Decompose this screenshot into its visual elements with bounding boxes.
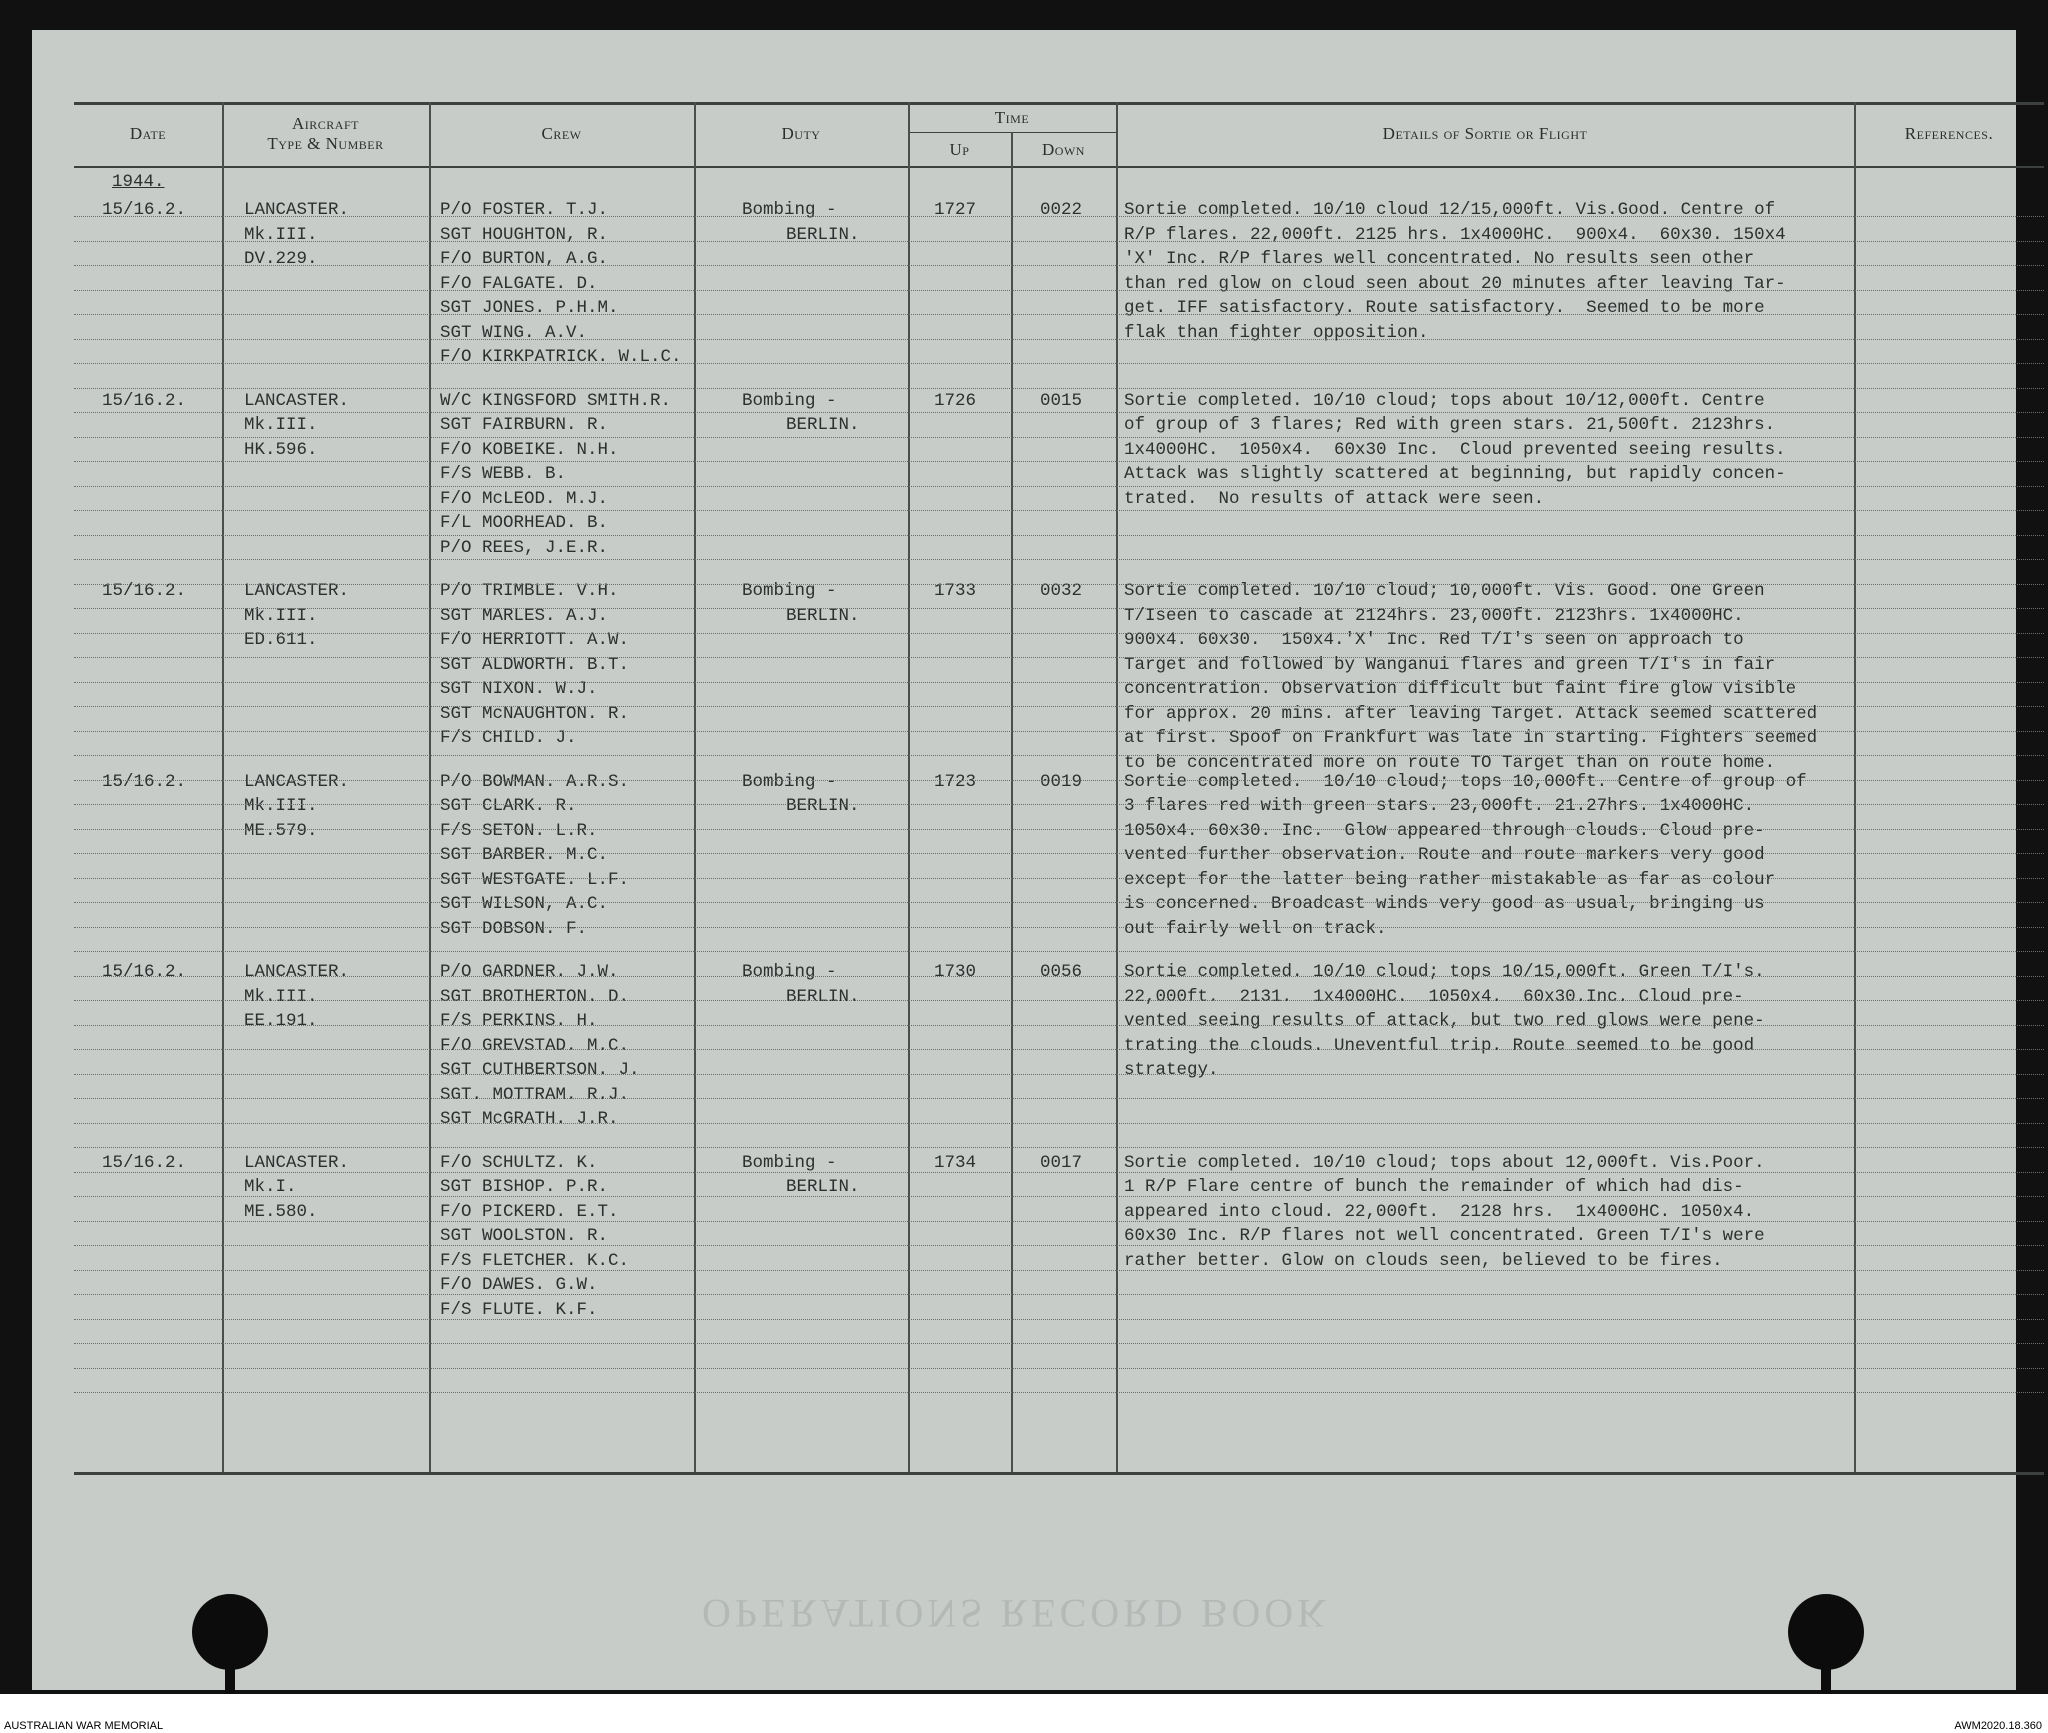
aircraft-line: Mk.I. [244, 1177, 297, 1197]
ruled-line [74, 853, 2044, 854]
crew-member: F/O DAWES. G.W. [440, 1275, 598, 1295]
ruled-line [74, 1123, 2044, 1124]
aircraft-line-block [244, 1151, 349, 1225]
ruled-line [74, 1368, 2044, 1369]
ruled-line [74, 339, 2044, 340]
entry-date: 15/16.2. [102, 1152, 187, 1173]
detail-line: rather better. Glow on clouds seen, believed to be fires. [1124, 1250, 1723, 1271]
ruled-line [74, 1172, 2044, 1173]
detail-line: 1 R/P Flare centre of bunch the remainder of which had dis- [1124, 1177, 1744, 1197]
footer-left-text: AUSTRALIAN WAR MEMORIAL [4, 1720, 164, 1732]
duty-line: Bombing - [742, 962, 837, 982]
detail-line: get. IFF satisfactory. Route satisfactory. Seemed to be more [1124, 298, 1765, 318]
detail-line: Target and followed by Wanganui flares and green T/I's in fair [1124, 654, 1776, 675]
crew-member: F/S PERKINS. H. [440, 1011, 598, 1031]
ruled-line [74, 804, 2044, 805]
ruled-line [74, 584, 2044, 585]
crew-member: P/O FOSTER. T.J. [440, 200, 609, 220]
aircraft-line: Mk.III. [244, 796, 318, 816]
ruled-line [74, 706, 2044, 707]
detail-line: flak than fighter opposition. [1124, 322, 1429, 343]
detail-line: 'X' Inc. R/P flares well concentrated. No results seen other [1124, 249, 1755, 269]
aircraft-line: ME.579. [244, 820, 318, 841]
entry-date: 15/16.2. [102, 581, 187, 601]
detail-line: vented seeing results of attack, but two red glows were pene- [1124, 1011, 1765, 1031]
ruled-line [74, 461, 2044, 462]
crew-member: SGT ALDWORTH. B.T. [440, 654, 630, 675]
detail-line: concentration. Observation difficult but faint fire glow visible [1124, 679, 1797, 699]
crew-member: SGT FAIRBURN. R. [440, 415, 609, 435]
ruled-line [74, 1392, 2044, 1393]
time-up: 1733 [934, 581, 977, 601]
ruled-line [74, 535, 2044, 536]
ruled-line [74, 633, 2044, 634]
detail-line: Sortie completed. 10/10 cloud; tops 10,000ft. Centre of group of [1124, 771, 1807, 792]
header-down: Down [1042, 140, 1085, 159]
detail-line: trated. No results of attack were seen. [1124, 488, 1545, 509]
ruled-line [74, 265, 2044, 266]
detail-line: than red glow on cloud seen about 20 minutes after leaving Tar- [1124, 273, 1786, 294]
detail-line: of group of 3 flares; Red with green stars. 21,500ft. 2123hrs. [1124, 415, 1776, 435]
crew-member: F/O KOBEIKE. N.H. [440, 439, 619, 460]
entry-date: 15/16.2. [102, 390, 187, 411]
duty-line: BERLIN. [786, 986, 860, 1007]
time-down: 0015 [1040, 390, 1083, 411]
aircraft-line: Mk.III. [244, 986, 318, 1007]
ledger-table [74, 102, 2044, 1472]
detail-line: 60x30 Inc. R/P flares not well concentrated. Green T/I's were [1124, 1226, 1765, 1246]
crew-member-block [440, 960, 640, 1132]
crew-member: SGT WING. A.V. [440, 322, 588, 343]
aircraft-line: LANCASTER. [244, 1152, 350, 1173]
duty-line: Bombing - [742, 200, 837, 220]
time-up: 1723 [934, 771, 977, 792]
duty-line: BERLIN. [786, 224, 860, 245]
crew-member: SGT BARBER. M.C. [440, 845, 609, 865]
ruled-line [74, 1147, 2044, 1148]
header-date: Date [129, 124, 167, 143]
aircraft-line: ED.611. [244, 630, 318, 650]
crew-member: F/O PICKERD. E.T. [440, 1201, 619, 1222]
detail-line: T/Iseen to cascade at 2124hrs. 23,000ft. 2123hrs. 1x4000HC. [1124, 605, 1744, 626]
detail-line: strategy. [1124, 1060, 1219, 1080]
binder-hole-left [192, 1594, 268, 1670]
duty-line: Bombing - [742, 1152, 837, 1173]
detail-line: Attack was slightly scattered at beginning, but rapidly concen- [1124, 464, 1786, 484]
ruled-line [74, 486, 2044, 487]
duty-line: Bombing - [742, 390, 837, 411]
detail-line: for approx. 20 mins. after leaving Target. Attack seemed scattered [1124, 703, 1818, 724]
duty-line: BERLIN. [786, 796, 860, 816]
ruled-line [74, 682, 2044, 683]
ruled-line [74, 608, 2044, 609]
duty-line: BERLIN. [786, 415, 860, 435]
ruled-line [74, 216, 2044, 217]
ruled-line [74, 1000, 2044, 1001]
ruled-line [74, 1319, 2044, 1320]
duty-line-block [742, 389, 860, 438]
crew-member-block [440, 1151, 629, 1323]
duty-line-block [742, 960, 860, 1009]
crew-member: SGT BISHOP. P.R. [440, 1177, 609, 1197]
crew-member: F/S CHILD. J. [440, 728, 577, 748]
header-up: Up [949, 140, 970, 159]
detail-line: 1050x4. 60x30. Inc. Glow appeared through clouds. Cloud pre- [1124, 820, 1765, 841]
crew-member: F/O GREVSTAD. M.C. [440, 1035, 630, 1056]
crew-member: SGT McGRATH. J.R. [440, 1109, 619, 1129]
crew-member: SGT JONES. P.H.M. [440, 298, 619, 318]
ruled-line [74, 927, 2044, 928]
crew-member: SGT WESTGATE. L.F. [440, 869, 630, 890]
header-details: Details of Sortie or Flight [1382, 124, 1588, 143]
entry-date: 15/16.2. [102, 771, 187, 792]
detail-line: out fairly well on track. [1124, 918, 1387, 939]
duty-line: BERLIN. [786, 605, 860, 626]
ruled-line [74, 388, 2044, 389]
crew-member-block [440, 770, 629, 942]
detail-line: Sortie completed. 10/10 cloud; 10,000ft. Vis. Good. One Green [1124, 581, 1765, 601]
detail-line: is concerned. Broadcast winds very good as usual, bringing us [1124, 894, 1765, 914]
header-duty: Duty [781, 124, 821, 143]
detail-line: 900x4. 60x30. 150x4.'X' Inc. Red T/I's seen on approach to [1124, 630, 1744, 650]
crew-member: SGT CLARK. R. [440, 796, 577, 816]
ruled-line [74, 1245, 2044, 1246]
detail-line: 1x4000HC. 1050x4. 60x30 Inc. Cloud prevented seeing results. [1124, 439, 1786, 460]
crew-member: F/O SCHULTZ. K. [440, 1152, 598, 1173]
footer-bar [0, 1694, 2048, 1733]
binder-hole-right [1788, 1594, 1864, 1670]
ruled-line [74, 829, 2044, 830]
ruled-line [74, 314, 2044, 315]
aircraft-line: Mk.III. [244, 415, 318, 435]
detail-line: Sortie completed. 10/10 cloud; tops about 10/12,000ft. Centre [1124, 390, 1765, 411]
crew-member: F/O KIRKPATRICK. W.L.C. [440, 347, 682, 367]
detail-line-block [1124, 389, 1786, 512]
ruled-line [74, 437, 2044, 438]
detail-line: 3 flares red with green stars. 23,000ft. 21.27hrs. 1x4000HC. [1124, 796, 1755, 816]
ruled-line [74, 878, 2044, 879]
ruled-line [74, 412, 2044, 413]
ruled-line [74, 657, 2044, 658]
crew-member: P/O TRIMBLE. V.H. [440, 581, 619, 601]
ruled-line [74, 1196, 2044, 1197]
time-up: 1727 [934, 200, 977, 220]
crew-member: W/C KINGSFORD SMITH.R. [440, 390, 672, 411]
time-down: 0019 [1040, 771, 1083, 792]
crew-member: F/S FLUTE. K.F. [440, 1299, 598, 1320]
detail-line: vented further observation. Route and route markers very good [1124, 845, 1765, 865]
crew-member: SGT. MOTTRAM. R.J. [440, 1084, 630, 1105]
ruled-line [74, 363, 2044, 364]
time-down: 0022 [1040, 200, 1083, 220]
crew-member: SGT NIXON. W.J. [440, 679, 598, 699]
aircraft-line: EE.191. [244, 1011, 318, 1031]
aircraft-line: LANCASTER. [244, 581, 350, 601]
aircraft-line: HK.596. [244, 439, 318, 460]
aircraft-line-block [244, 198, 349, 272]
detail-line-block [1124, 1151, 1765, 1274]
detail-line: R/P flares. 22,000ft. 2125 hrs. 1x4000HC. 900x4. 60x30. 150x4 [1124, 224, 1786, 245]
header-references: References. [1904, 124, 1994, 143]
time-down: 0032 [1040, 581, 1083, 601]
crew-member-block [440, 198, 682, 370]
crew-member: P/O REES, J.E.R. [440, 537, 609, 558]
time-up: 1734 [934, 1152, 977, 1173]
aircraft-line-block [244, 579, 349, 653]
duty-line-block [742, 1151, 860, 1200]
ruled-line [74, 755, 2044, 756]
header-aircraft: Aircraft [292, 114, 359, 133]
duty-line: BERLIN. [786, 1177, 860, 1197]
detail-line: to be concentrated more on route TO Target than on route home. [1124, 752, 1776, 773]
ruled-line [74, 559, 2044, 560]
crew-member: P/O BOWMAN. A.R.S. [440, 771, 630, 792]
detail-line: 22,000ft. 2131. 1x4000HC. 1050x4. 60x30.Inc. Cloud pre- [1124, 986, 1744, 1007]
crew-member: SGT BROTHERTON. D. [440, 986, 630, 1007]
detail-line: Sortie completed. 10/10 cloud; tops 10/15,000ft. Green T/I's. [1124, 962, 1765, 982]
ruled-line [74, 1343, 2044, 1344]
ruled-line [74, 1221, 2044, 1222]
crew-member: SGT MARLES. A.J. [440, 605, 609, 626]
year-label: 1944. [112, 172, 165, 192]
document-page [32, 30, 2016, 1690]
crew-member: SGT HOUGHTON, R. [440, 224, 609, 245]
header-crew: Crew [541, 124, 582, 143]
detail-line-block [1124, 198, 1786, 345]
crew-member-block [440, 579, 629, 751]
crew-member: P/O GARDNER. J.W. [440, 962, 619, 982]
ruled-line [74, 902, 2044, 903]
crew-member: F/S WEBB. B. [440, 464, 567, 484]
crew-member: SGT WOOLSTON. R. [440, 1226, 609, 1246]
time-up: 1730 [934, 962, 977, 982]
ruled-line [74, 1074, 2044, 1075]
ruled-line [74, 1025, 2044, 1026]
detail-line: except for the latter being rather mistakable as far as colour [1124, 869, 1776, 890]
aircraft-line: LANCASTER. [244, 390, 350, 411]
time-up: 1726 [934, 390, 977, 411]
ruled-line [74, 731, 2044, 732]
footer-right-text: AWM2020.18.360 [1954, 1720, 2042, 1732]
bleed-through-text: OPERATIONS RECORD BOOK [702, 1591, 1331, 1636]
duty-line: Bombing - [742, 771, 837, 792]
crew-member: F/O FALGATE. D. [440, 273, 598, 294]
aircraft-line-block [244, 960, 349, 1034]
crew-member: SGT McNAUGHTON. R. [440, 703, 630, 724]
ruled-line [74, 1294, 2044, 1295]
aircraft-line: ME.580. [244, 1201, 318, 1222]
aircraft-line: DV.229. [244, 249, 318, 269]
aircraft-line: Mk.III. [244, 224, 318, 245]
ruled-line [74, 976, 2044, 977]
aircraft-line: LANCASTER. [244, 200, 350, 220]
header-type-number: Type & Number [267, 134, 384, 153]
ruled-line [74, 1270, 2044, 1271]
crew-member: F/O McLEOD. M.J. [440, 488, 609, 509]
detail-line: Sortie completed. 10/10 cloud 12/15,000ft. Vis.Good. Centre of [1124, 200, 1776, 220]
entry-date: 15/16.2. [102, 962, 187, 982]
detail-line: trating the clouds. Uneventful trip. Route seemed to be good [1124, 1035, 1755, 1056]
aircraft-line-block [244, 389, 349, 463]
crew-member: SGT WILSON, A.C. [440, 894, 609, 914]
duty-line-block [742, 770, 860, 819]
detail-line: appeared into cloud. 22,000ft. 2128 hrs. 1x4000HC. 1050x4. [1124, 1201, 1755, 1222]
detail-line-block [1124, 770, 1807, 942]
ruled-line [74, 241, 2044, 242]
duty-line-block [742, 579, 860, 628]
crew-member: F/O HERRIOTT. A.W. [440, 630, 630, 650]
aircraft-line-block [244, 770, 349, 844]
ruled-line [74, 1098, 2044, 1099]
crew-member: F/S SETON. L.R. [440, 820, 598, 841]
detail-line-block [1124, 960, 1765, 1083]
ruled-line [74, 290, 2044, 291]
detail-line: Sortie completed. 10/10 cloud; tops about 12,000ft. Vis.Poor. [1124, 1152, 1765, 1173]
time-down: 0056 [1040, 962, 1083, 982]
crew-member: SGT CUTHBERTSON. J. [440, 1060, 640, 1080]
ruled-line [74, 780, 2044, 781]
entry-date: 15/16.2. [102, 200, 187, 220]
ruled-line [74, 951, 2044, 952]
duty-line: Bombing - [742, 581, 837, 601]
crew-member: F/O BURTON, A.G. [440, 249, 609, 269]
ruled-line [74, 510, 2044, 511]
crew-member: SGT DOBSON. F. [440, 918, 588, 939]
time-down: 0017 [1040, 1152, 1083, 1173]
crew-member: F/L MOORHEAD. B. [440, 513, 609, 533]
ruled-line [74, 1049, 2044, 1050]
crew-member: F/S FLETCHER. K.C. [440, 1250, 630, 1271]
aircraft-line: LANCASTER. [244, 771, 350, 792]
header-time: Time [994, 108, 1030, 127]
detail-line: at first. Spoof on Frankfurt was late in starting. Fighters seemed [1124, 728, 1818, 748]
aircraft-line: LANCASTER. [244, 962, 350, 982]
aircraft-line: Mk.III. [244, 605, 318, 626]
